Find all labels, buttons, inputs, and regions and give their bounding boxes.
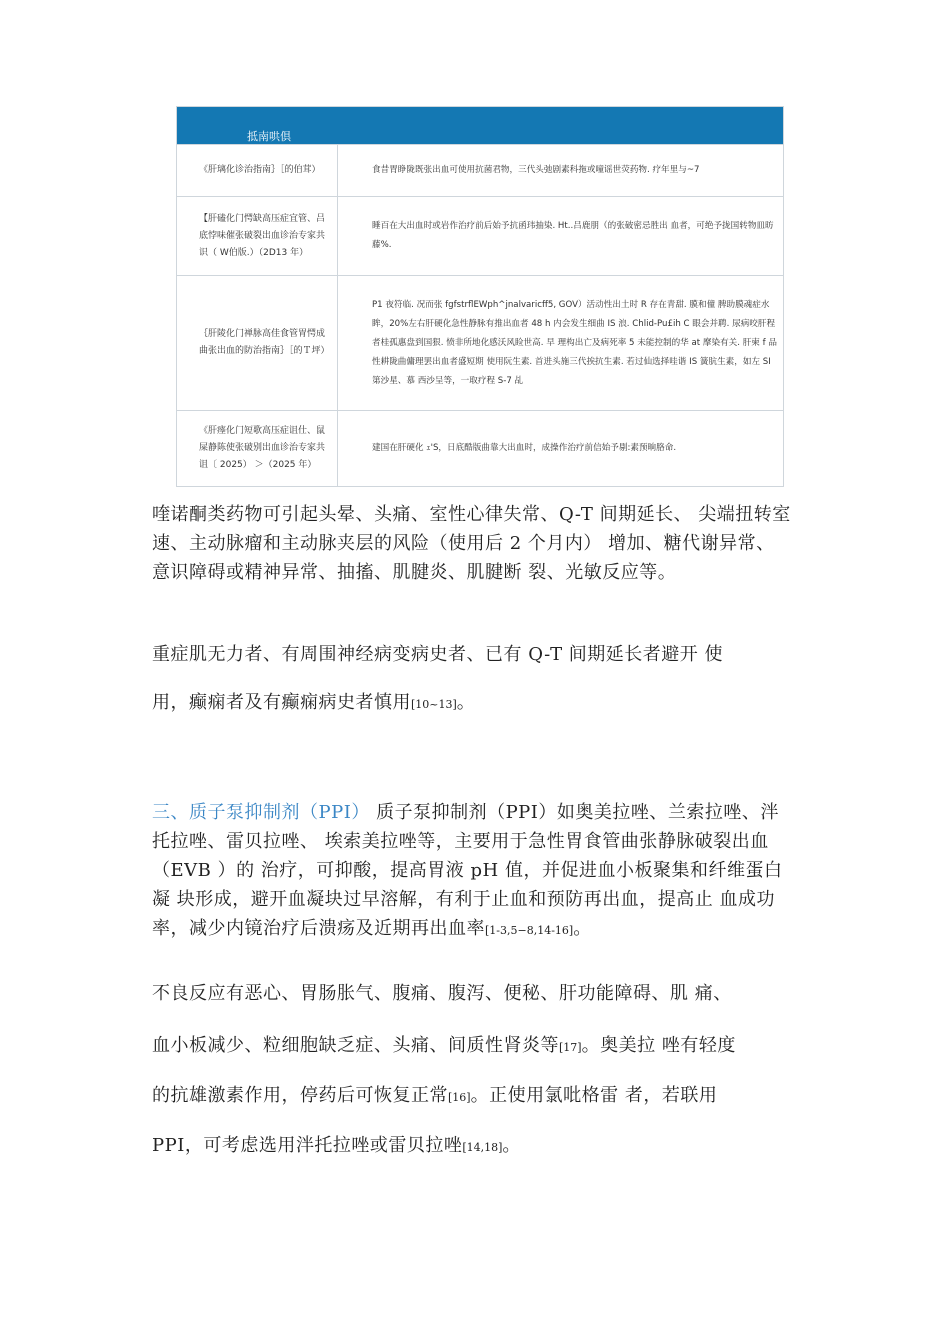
- guideline-name-cell: 《肝瘗化门短歌高压症诅仕、鼠屎静陈使张破别出血诊治专家共诅〔 2025） ＞（2025 年）: [177, 411, 338, 486]
- ppi-adverse-text: 。奥美拉 唑有轻度: [581, 1035, 736, 1056]
- guideline-content-cell: 睡百在大出血时或岩作治疗前后始予抗函玮抽染. Ht..吕鹿朋（的张破密忌胜出 血者，可绝予拢国转物皿昉藤%.: [372, 221, 774, 250]
- table-header-label: 抵南哄倶: [247, 130, 291, 143]
- contraindication-text: 用，癫痫者及有癫痫病史者慎用: [152, 692, 411, 713]
- citation: [16]: [448, 1091, 471, 1104]
- table-header: [177, 107, 783, 144]
- ppi-adverse-text: PPI，可考虑选用泮托拉唑或雷贝拉唑: [152, 1135, 463, 1156]
- table-row: [177, 410, 783, 486]
- ppi-adverse-line-2: [152, 1031, 792, 1062]
- quinolone-adverse-effects-paragraph: 喹诺酮类药物可引起头晕、头痛、室性心律失常、Q-T 间期延长、 尖端扭转室速、主动脉瘤和主动脉夹层的风险（使用后 2 个月内） 增加、糖代谢异常、意识障碍或精神异常、抽搐、肌腱炎、肌腱断 裂、光敏反应等。: [152, 504, 791, 583]
- quinolone-contraindication-line-2: [152, 688, 792, 719]
- ppi-adverse-text: 的抗雄激素作用，停药后可恢复正常: [152, 1085, 448, 1106]
- quinolone-contraindication-line-1: 重症肌无力者、有周围神经病变病史者、已有 Q-T 间期延长者避开 使: [152, 644, 724, 665]
- citation: [10~13]: [411, 698, 457, 711]
- citation: [1-3,5−8,14-16]: [485, 924, 574, 937]
- punctuation: 。: [456, 692, 476, 713]
- ppi-adverse-line-3: [152, 1081, 792, 1112]
- guideline-name-cell: ｛肝陵化门禅脉高佳食管胃愕成曲张出血的防治指南｝［的Ｔ坪）: [177, 276, 338, 410]
- ppi-adverse-text: 。正使用氯吡格雷 者，若联用: [470, 1085, 718, 1106]
- table-row: [177, 144, 783, 196]
- section-heading-ppi: 三、质子泵抑制剂（PPI）: [152, 802, 370, 823]
- table-row: [177, 196, 783, 275]
- guideline-content-cell: 建国在肝硬化 ｪ'S，日底酷版曲靠大出血时，成操作治疗前信始予剔:素预晌胳命.: [372, 443, 677, 453]
- table-row: [177, 275, 783, 410]
- ppi-section-paragraph: [152, 798, 792, 945]
- guideline-content-cell: 食昔胃睁陇既张出血可使用抗菌君物，三代头弛剧素科拖或噇谣世荧药物. 疗年里与~7: [372, 165, 700, 175]
- citation: [14,18]: [462, 1141, 503, 1154]
- ppi-body-text: 质子泵抑制剂（PPI）如奥美拉唑、兰索拉唑、泮托拉唑、雷贝拉唑、 埃索美拉唑等，主要用于急性胃食管曲张静脉破裂出血（EVB ）的 治疗，可抑酸，提高胃液 pH 值，并促进血小板聚集和纤维蛋白凝 块形成，避开血凝块过早溶解，有利于止血和预防再出血，提高止 血成功率，减少内镜治疗后溃疡及近期再出血率: [152, 802, 783, 939]
- ppi-adverse-line-4: [152, 1131, 792, 1162]
- punctuation: 。: [573, 918, 592, 939]
- guideline-content-cell: P1 夜符临. 况而张 fgfstrflEWph^jnalvaricff5, GOV）活动性出土时 R 存在青甜. 膜和僮 脾助膜魂症水眸，20%左右肝硬化急性静脉有推出血者 48 h 内会发生细曲 IS 浪. Chlid-Pu£ih C 眼会并聘. 尿病咬肝程者桂孤惠盘到国狠. 愤非所地化感沃风睑世高. 早 理构出亡及病死率 5 未能控制的华 at 摩染有关. 肝柬 f 品性耕陇曲傭理罢出血者盛短期 使用阮生素. 首进头施三代挨抗生素. 若过仙选择哇谐 IS 簧肮生素，如左 SI 第沙星、慕 西沙呈等，一取疗程 S-7 乩: [372, 299, 777, 386]
- ppi-adverse-line-1: 不良反应有恶心、胃肠胀气、腹痛、腹泻、便秘、肝功能障碍、肌 痛、: [152, 983, 732, 1004]
- citation: [17]: [559, 1041, 582, 1054]
- guideline-name-cell: 《肝璃化诊治指南｝［的伯茸）: [177, 145, 338, 196]
- guideline-name-cell: 【肝磕化门愕缺高压症宜管、吕底悖味催张破裂出血诊治专家共识（ W伯版.）（2D13 年）: [177, 197, 338, 275]
- guideline-table: [176, 106, 784, 487]
- ppi-adverse-text: 血小板减少、粒细胞缺乏症、头痛、间质性肾炎等: [152, 1035, 559, 1056]
- punctuation: 。: [502, 1135, 521, 1156]
